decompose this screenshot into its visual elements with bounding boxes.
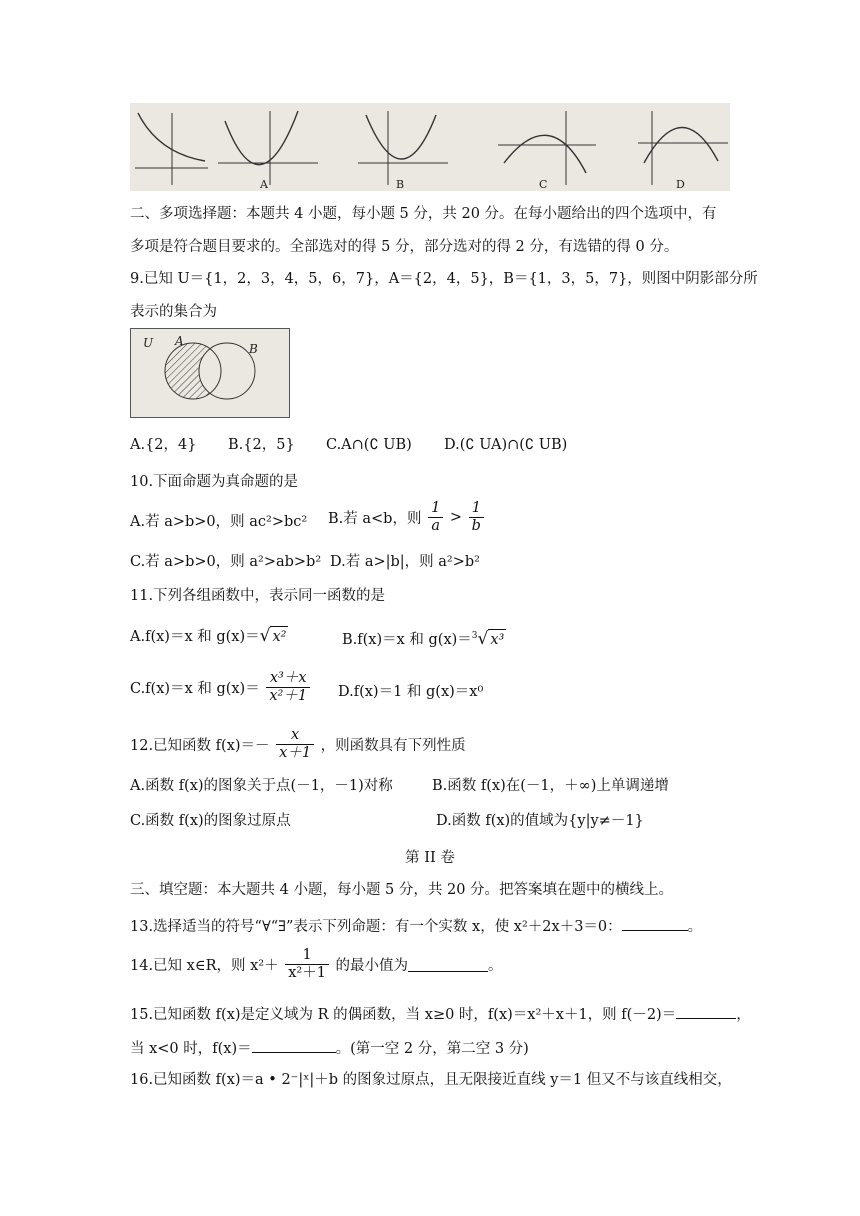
venn-label-b: B	[249, 342, 258, 356]
q13	[130, 916, 702, 937]
q14-text-suffix: 的最小值为	[335, 958, 409, 974]
q14-end: 。	[488, 958, 503, 974]
q11-option-d: D.f(x)＝1 和 g(x)＝x⁰	[338, 684, 484, 700]
q13-end: 。	[687, 919, 703, 935]
q10-option-b	[328, 500, 486, 535]
q10-option-a: A.若 a>b>0，则 ac²>bc²	[130, 514, 308, 530]
q13-answer-blank[interactable]	[622, 916, 688, 931]
frac-den: x²＋1	[269, 688, 308, 704]
part2-title: 第 II 卷	[405, 850, 455, 866]
q13-text: 13.选择适当的符号“∀“∃”表示下列命题：有一个实数 x，使 x²＋2x＋3＝0：	[130, 919, 622, 935]
q14-text: 14.已知 x∈R，则 x²＋	[130, 958, 279, 974]
q10-stem: 10.下面命题为真命题的是	[130, 474, 299, 490]
q9-option-a: A.{2，4}	[130, 437, 197, 453]
q12-option-a: A.函数 f(x)的图象关于点(－1，－1)对称	[130, 778, 393, 794]
q10-option-d: D.若 a>|b|，则 a²>b²	[330, 554, 480, 570]
q15-text: 15.已知函数 f(x)是定义域为 R 的偶函数，当 x≥0 时，f(x)＝x²＋x＋1，则 f(－2)＝	[130, 1007, 677, 1023]
q12-stem	[130, 727, 466, 762]
q10-option-b-text: B.若 a<b，则	[328, 511, 422, 527]
q15-line2-text: 当 x<0 时，f(x)＝	[130, 1041, 252, 1057]
q15-answer-blank-2[interactable]	[252, 1038, 336, 1053]
q11-option-c	[130, 670, 312, 705]
venn-label-u: U	[143, 336, 154, 350]
q11-option-b-text: B.f(x)＝x 和 g(x)＝	[342, 631, 472, 648]
frac-den: x＋1	[279, 745, 312, 761]
q11-option-b-radicand: x³	[488, 629, 506, 650]
section3-instructions: 三、填空题：本大题共 4 小题，每小题 5 分，共 20 分。把答案填在题中的横线上。	[130, 882, 674, 898]
graph-label-b: B	[396, 178, 405, 191]
q11-option-a-radicand: x²	[270, 626, 288, 647]
frac-den: x²＋1	[288, 965, 326, 981]
q14-answer-blank[interactable]	[408, 957, 488, 972]
frac-den: a	[431, 518, 440, 534]
frac-num: 1	[285, 947, 329, 965]
frac-num: x³＋x	[266, 670, 310, 688]
q12-option-d: D.函数 f(x)的值域为{y|y≠－1}	[436, 813, 644, 829]
q9-option-d: D.(∁ UA)∩(∁ UB)	[444, 437, 568, 453]
q15-answer-blank-1[interactable]	[676, 1004, 736, 1019]
q11-option-c-fraction	[266, 670, 310, 705]
q15-line2-suffix: 。(第一空 2 分，第二空 3 分)	[335, 1041, 529, 1057]
q10-gt-sign: >	[449, 509, 463, 526]
q11-stem: 11.下列各组函数中，表示同一函数的是	[130, 588, 386, 604]
function-graphs-figure	[130, 103, 730, 191]
q11-option-a-text: A.f(x)＝x 和 g(x)＝	[130, 629, 260, 645]
q12-stem-suffix: ，则函数具有下列性质	[320, 738, 466, 754]
frac-num: 1	[469, 500, 484, 518]
frac-num: 1	[428, 500, 443, 518]
q11-option-c-text: C.f(x)＝x 和 g(x)＝	[130, 681, 260, 697]
venn-svg	[131, 329, 288, 416]
q11-root-index: 3	[471, 631, 478, 641]
q9-stem-line1: 9.已知 U＝{1，2，3，4，5，6，7}，A＝{2，4，5}，B＝{1，3，5，7}，则图中阴影部分所	[130, 271, 758, 287]
q15-line2	[130, 1038, 529, 1059]
q10-frac-1-over-a	[428, 500, 443, 535]
graphs-svg	[130, 103, 730, 191]
graph-label-c: C	[539, 178, 548, 191]
graph-label-a: A	[260, 178, 268, 191]
venn-diagram	[130, 328, 290, 418]
section2-instructions-line1: 二、多项选择题：本题共 4 小题，每小题 5 分，共 20 分。在每小题给出的四个选项中，有	[130, 206, 717, 222]
q11-option-b: B.f(x)＝x 和 g(x)＝$^3$√ x³	[342, 628, 505, 649]
q9-option-c: C.A∩(∁ UB)	[326, 437, 412, 453]
q15-line1	[130, 1004, 751, 1025]
q10-option-c: C.若 a>b>0，则 a²>ab>b²	[130, 554, 322, 570]
q15-line1-end: ，	[736, 1007, 751, 1023]
venn-label-a: A	[175, 334, 184, 348]
graph-label-d: D	[676, 178, 685, 191]
q12-option-c: C.函数 f(x)的图象过原点	[130, 813, 291, 829]
q9-stem-line2: 表示的集合为	[130, 304, 217, 320]
q16-line1: 16.已知函数 f(x)＝a • 2⁻|ˣ|＋b 的图象过原点，且无限接近直线 y＝1 但又不与该直线相交，	[130, 1072, 732, 1088]
frac-den: b	[471, 518, 481, 534]
q12-fraction	[276, 727, 314, 762]
frac-num: x	[276, 727, 314, 745]
q12-stem-text: 12.已知函数 f(x)＝－	[130, 738, 270, 754]
q12-option-b: B.函数 f(x)在(－1，＋∞)上单调递增	[432, 778, 669, 794]
q10-frac-1-over-b	[469, 500, 484, 535]
q14	[130, 947, 503, 982]
section2-instructions-line2: 多项是符合题目要求的。全部选对的得 5 分，部分选对的得 2 分，有选错的得 0 分。	[130, 239, 679, 255]
q11-option-a: A.f(x)＝x 和 g(x)＝√ x²	[130, 626, 287, 646]
q14-fraction	[285, 947, 329, 982]
q9-option-b: B.{2，5}	[228, 437, 295, 453]
